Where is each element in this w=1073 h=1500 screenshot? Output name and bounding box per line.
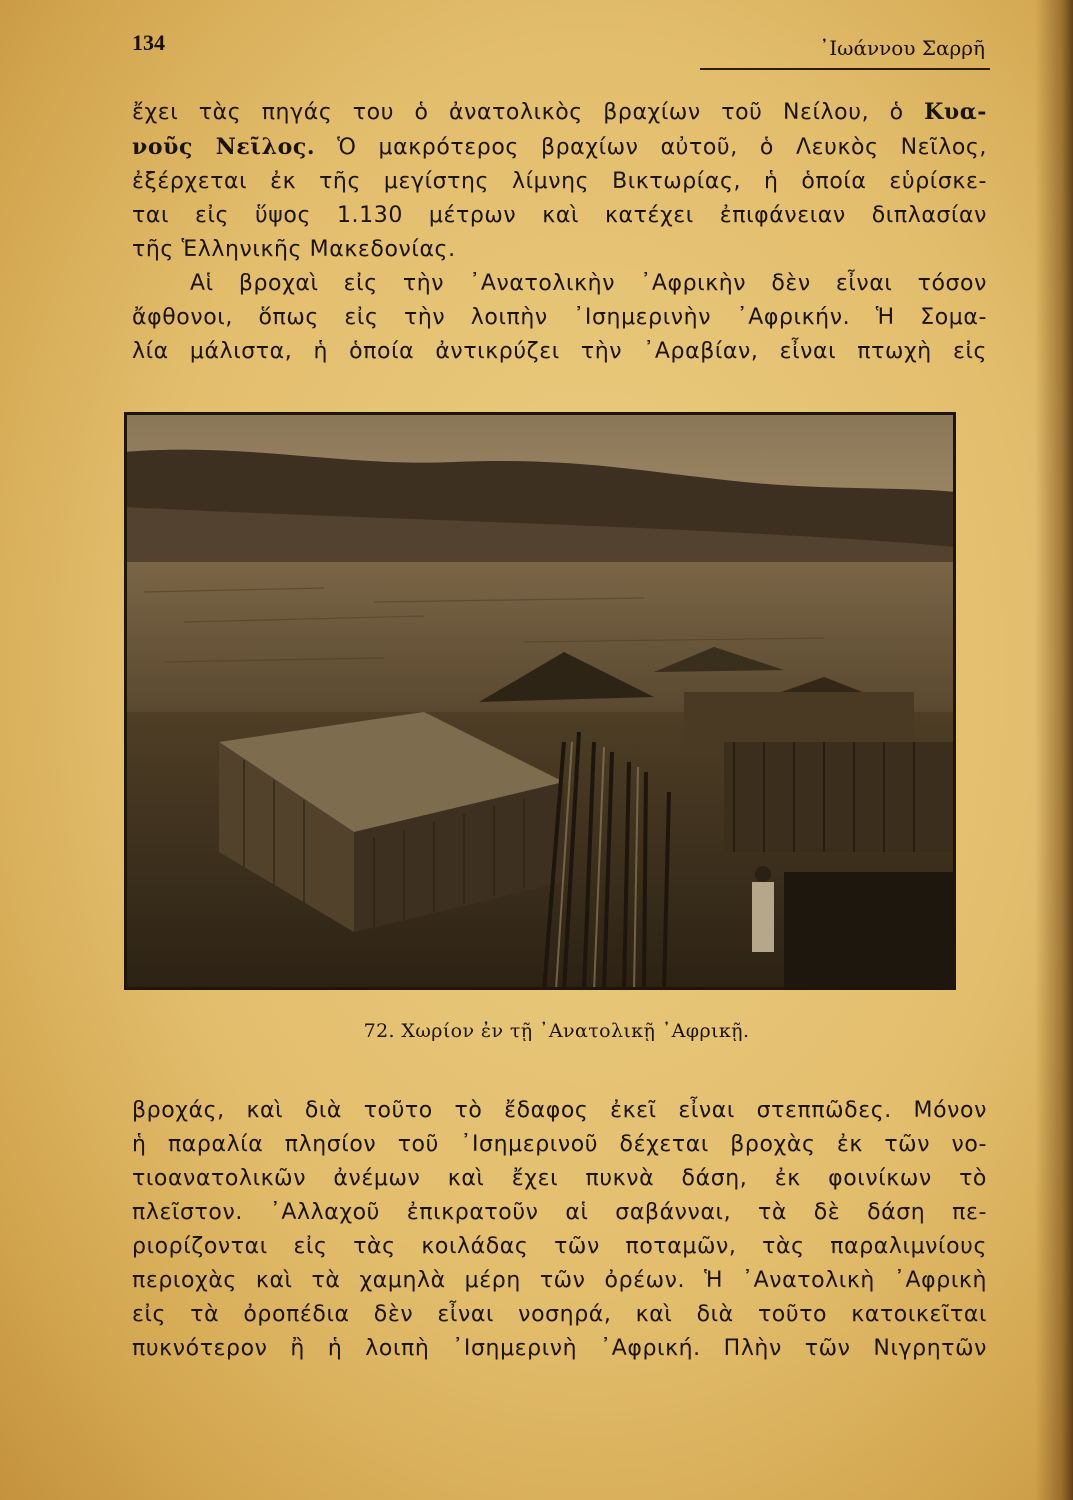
body-text-top	[132, 95, 987, 369]
figure-head	[755, 866, 771, 882]
figure-caption: 72. Χωρίον ἐν τῇ ᾿Ανατολικῇ ᾿Αφρικῇ.	[363, 1020, 750, 1042]
bold-term: Κυα-	[924, 99, 987, 125]
page-number: 134	[132, 30, 165, 55]
text-line: λία μάλιστα, ἡ ὁποία ἀντικρύζει τὴν ᾿Αραβίαν, εἶναι πτωχὴ εἰς	[132, 339, 987, 364]
text-line: πυκνότερον ἢ ἡ λοιπὴ ᾿Ισημερινὴ ᾿Αφρική. Πλὴν τῶν Νιγρητῶν	[132, 1336, 987, 1361]
text-line: Αἱ βροχαὶ εἰς τὴν ᾿Ανατολικὴν ᾿Αφρικὴν δὲν εἶναι τόσον	[190, 271, 987, 296]
text-line: περιοχὰς καὶ τὰ χαμηλὰ μέρη τῶν ὀρέων. Ἡ ᾿Ανατολικὴ ᾿Αφρικὴ	[132, 1268, 987, 1293]
text-span: ἔχει τὰς πηγάς του ὁ ἀνατολικὸς βραχίων τοῦ Νείλου, ὁ	[132, 100, 925, 125]
standing-figure	[752, 882, 774, 952]
text-line: ἄφθονοι, ὅπως εἰς τὴν λοιπὴν ᾿Ισημερινὴν ᾿Αφρικήν. Ἡ Σομα-	[132, 305, 987, 330]
bold-term: νοῦς Νεῖλος.	[132, 134, 316, 160]
running-head: ᾿Ιωάννου Σαρρῆ	[819, 36, 985, 60]
text-line: βροχάς, καὶ διὰ τοῦτο τὸ ἔδαφος ἐκεῖ εἶναι στεππῶδες. Μόνον	[132, 1098, 987, 1123]
compound-shadow	[784, 872, 956, 990]
fenced-compound	[724, 742, 956, 852]
text-line: πλεῖστον. ᾿Αλλαχοῦ ἐπικρατοῦν αἱ σαβάνναι, τὰ δὲ δάση πε-	[132, 1200, 987, 1225]
village-photo-illustration	[124, 412, 956, 990]
text-line: ἡ παραλία πλησίον τοῦ ᾿Ισημερινοῦ δέχεται βροχὰς ἐκ τῶν νο-	[132, 1132, 987, 1157]
text-line	[132, 95, 987, 130]
text-line: τιοανατολικῶν ἀνέμων καὶ ἔχει πυκνὰ δάση, ἐκ φοινίκων τὸ	[132, 1166, 987, 1191]
text-line	[132, 130, 987, 165]
text-line: ται εἰς ὕψος 1.130 μέτρων καὶ κατέχει ἐπιφάνειαν διπλασίαν	[132, 203, 987, 228]
text-line: εἰς τὰ ὀροπέδια δὲν εἶναι νοσηρά, καὶ διὰ τοῦτο κατοικεῖται	[132, 1302, 987, 1327]
text-line: τῆς Ἑλληνικῆς Μακεδονίας.	[132, 237, 456, 262]
village-photo	[124, 412, 956, 990]
body-text-bottom	[132, 1094, 987, 1366]
header-rule	[700, 68, 990, 70]
text-line: ἐξέρχεται ἐκ τῆς μεγίστης λίμνης Βικτωρίας, ἡ ὁποία εὑρίσκε-	[132, 169, 987, 194]
text-line: ριορίζονται εἰς τὰς κοιλάδας τῶν ποταμῶν, τὰς παραλιμνίους	[132, 1234, 987, 1259]
text-span: Ὁ μακρότερος βραχίων αὐτοῦ, ὁ Λευκὸς Νεῖλος,	[315, 135, 987, 160]
